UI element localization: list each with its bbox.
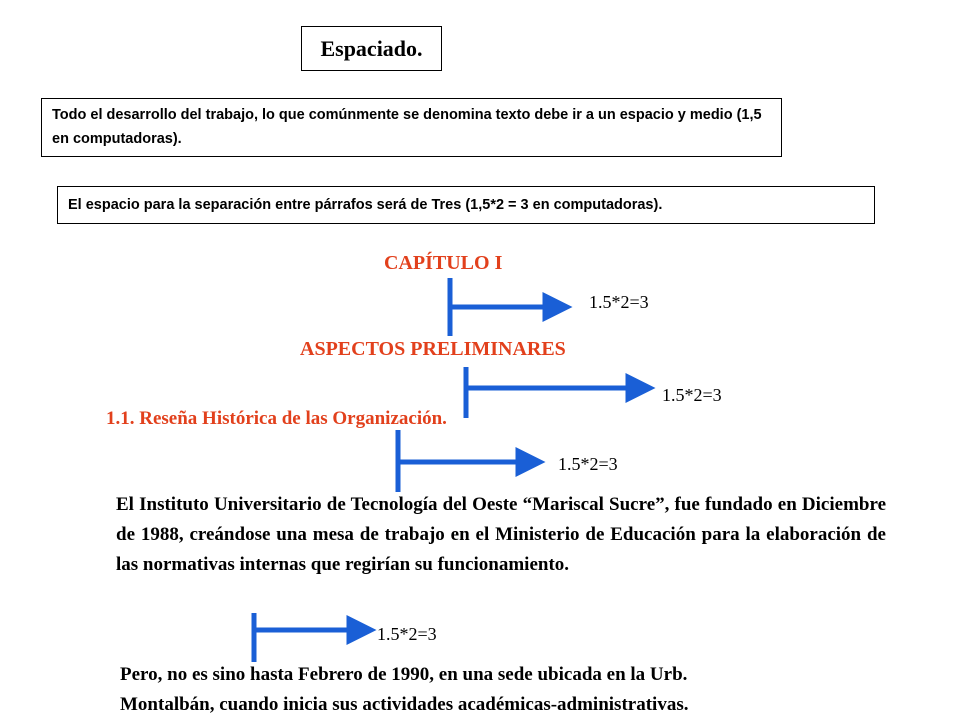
- example-paragraph-2-line-1: Pero, no es sino hasta Febrero de 1990, en una sede ubicada en la Urb.: [120, 664, 688, 685]
- example-paragraph-1: El Instituto Universitario de Tecnología del Oeste “Mariscal Sucre”, fue fundado en Diciembre de 1988, creándose una mesa de trabajo en el Ministerio de Educación para la elaboración de las normativas internas que regirían su funcionamiento.: [116, 494, 886, 575]
- spacing-arrow-3: [398, 430, 538, 492]
- spacing-label: 1.5*2=3: [662, 385, 722, 405]
- chapter-heading: CAPÍTULO I: [384, 252, 503, 274]
- subsection-heading: 1.1. Reseña Histórica de las Organización.: [106, 408, 447, 429]
- spacing-arrow-4: [254, 613, 369, 662]
- section-heading: ASPECTOS PRELIMINARES: [300, 338, 566, 360]
- example-paragraph-2: [120, 660, 900, 720]
- example-paragraph-2-line-2: Montalbán, cuando inicia sus actividades académicas-administrativas.: [120, 694, 689, 715]
- spacing-arrow-1: [450, 278, 565, 336]
- body-spacing-note: Todo el desarrollo del trabajo, lo que comúnmente se denomina texto debe ir a un espacio y medio (1,5 en computadoras).: [41, 98, 782, 157]
- spacing-label: 1.5*2=3: [558, 454, 618, 474]
- spacing-arrow-2: [466, 367, 648, 418]
- spacing-label: 1.5*2=3: [589, 292, 649, 312]
- page-title: Espaciado.: [301, 26, 442, 71]
- spacing-label: 1.5*2=3: [377, 624, 437, 644]
- paragraph-spacing-note: El espacio para la separación entre párrafos será de Tres (1,5*2 = 3 en computadoras).: [57, 186, 875, 224]
